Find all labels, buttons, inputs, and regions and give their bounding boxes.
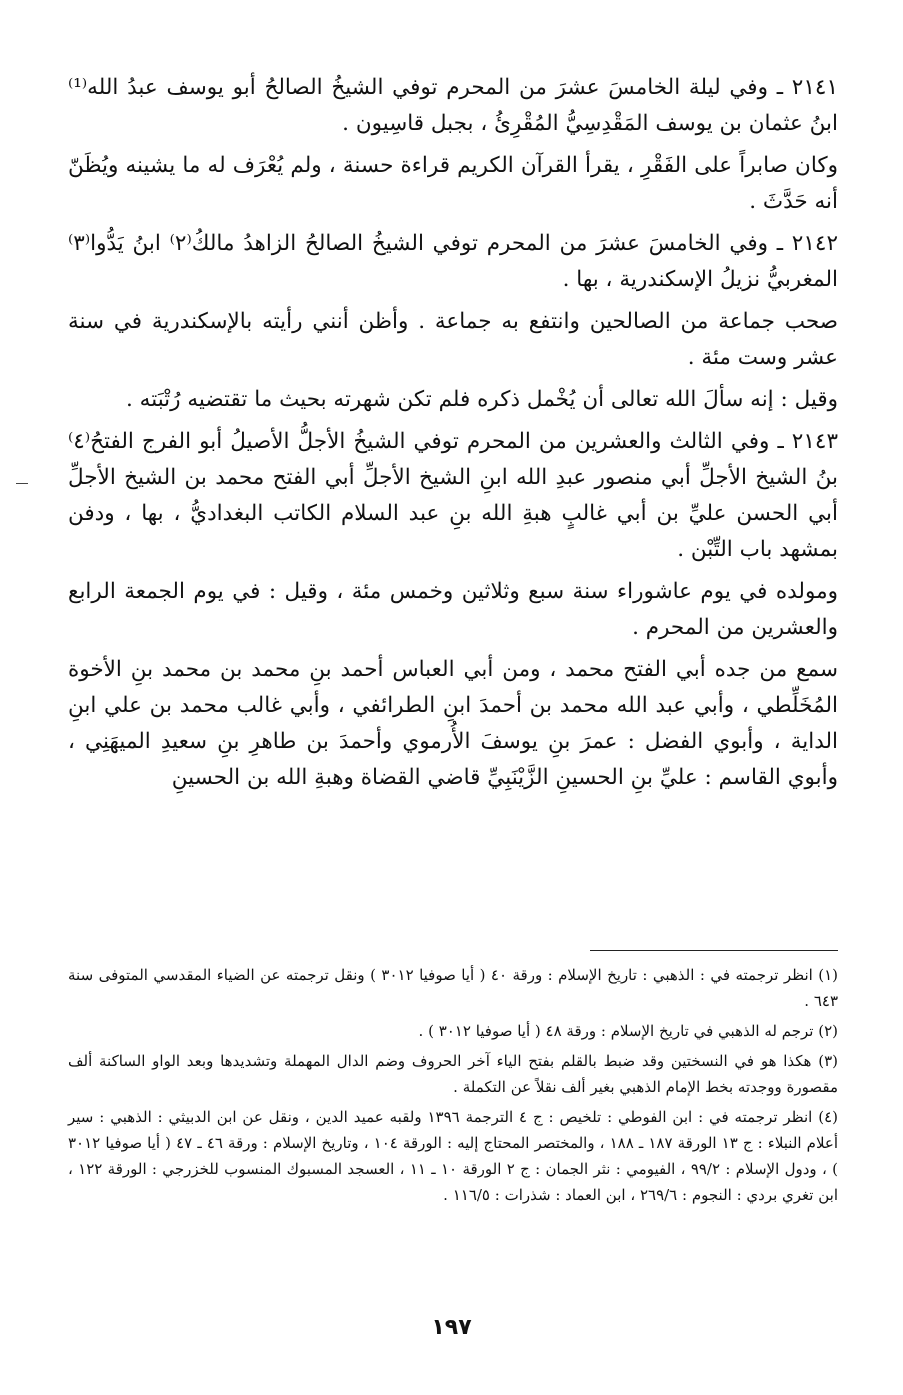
entry-2142-quote: وقيل : إنه سألَ الله تعالى أن يُخْمل ذكره فلم تكن شهرته بحيث ما تقتضيه رُتْبَته . (126, 387, 838, 412)
footnote-1: (١) انظر ترجمته في : الذهبي : تاريخ الإسلام : ورقة ٤٠ ( أيا صوفيا ٣٠١٢ ) ونقل ترجمته عن الضياء المقدسي المتوفى سنة ٦٤٣ . (68, 966, 838, 1010)
page-number: ١٩٧ (431, 1315, 472, 1340)
entry-2142-heading: ٢١٤٢ ـ وفي الخامسَ عشرَ من المحرم توفي الشيخُ الصالحُ الزاهدُ مالكُ⁽٢⁾ ابنُ يَدُّوا⁽٣⁾ المغربيُّ نزيلُ الإسكندرية ، بها . (68, 231, 838, 292)
entry-2143-teachers: سمع من جده أبي الفتح محمد ، ومن أبي العباس أحمد بنِ محمد بن محمد بنِ الأخوة المُخَلِّطي ، وأبي عبد الله محمد بن أحمدَ ابنِ الطرائفي ، وأبي غالب محمد بن علي ابنِ الداية ، وأبوي الفضل : عمرَ بنِ يوسفَ الأُرموي وأحمدَ بن طاهرِ بنِ سعيدِ الميهَنِي ، وأبوي القاسم : عليِّ بنِ الحسينِ الزَّيْنَبِيِّ قاضي القضاة وهبةِ الله بن الحسينِ (68, 657, 838, 790)
entry-2141 (68, 70, 838, 142)
footnotes (68, 962, 838, 1212)
entry-2141-body (68, 148, 838, 220)
footnote-divider (590, 950, 838, 951)
entry-2143 (68, 424, 838, 568)
entry-2143-body-1 (68, 574, 838, 646)
entry-2142-body-2 (68, 382, 838, 418)
entry-2141-heading: ٢١٤١ ـ وفي ليلة الخامسَ عشرَ من المحرم توفي الشيخُ الصالحُ أبو يوسف عبدُ الله⁽¹⁾ ابنُ عثمان بن يوسف المَقْدِسِيُّ المُقْرِئُ ، بجبل قاسِيون . (68, 75, 838, 136)
entry-2143-body-2 (68, 652, 838, 796)
footnote-4: (٤) انظر ترجمته في : ابن الفوطي : تلخيص : ج ٤ الترجمة ١٣٩٦ ولقبه عميد الدين ، ونقل عن ابن الدبيثي : الذهبي : سير أعلام النبلاء : ج ١٣ الورقة ١٨٧ ـ ١٨٨ ، والمختصر المحتاج إليه : الورقة ١٠٤ ، وتاريخ الإسلام : ورقة ٤٦ ـ ٤٧ ( أيا صوفيا ٣٠١٢ ) ، ودول الإسلام : ٩٩/٢ ، الفيومي : نثر الجمان : ج ٢ الورقة ١٠ ـ ١١ ، العسجد المسبوك المنسوب للخزرجي : الورقة ١٢٢ ، ابن تغري بردي : النجوم : ٢٦٩/٦ ، ابن العماد : شذرات : ١١٦/٥ . (68, 1108, 839, 1204)
footnote-2: (٢) ترجم له الذهبي في تاريخ الإسلام : ورقة ٤٨ ( أيا صوفيا ٣٠١٢ ) . (418, 1022, 838, 1040)
footnote-3: (٣) هكذا هو في النسختين وقد ضبط بالقلم بفتح الياء آخر الحروف وضم الدال المهملة وتشديدها وبعد الواو الساكنة ألف مقصورة ووجدته بخط الإمام الذهبي بغير ألف نقلاً عن التكملة . (68, 1052, 838, 1096)
main-text (68, 70, 838, 802)
margin-tick (16, 483, 28, 484)
entry-2143-birth: ومولده في يوم عاشوراء سنة سبع وثلاثين وخمس مئة ، وقيل : في يوم الجمعة الرابع والعشرين من المحرم . (68, 579, 838, 640)
entry-2143-heading: ٢١٤٣ ـ وفي الثالث والعشرين من المحرم توفي الشيخُ الأجلُّ الأصيلُ أبو الفرج الفتحُ⁽٤⁾ بنُ الشيخ الأجلِّ أبي منصور عبدِ الله ابنِ الشيخ الأجلِّ أبي الفتح محمد بن الشيخ الأجلِّ أبي الحسن عليِّ بن أبي غالبٍ هبةِ الله بنِ عبد السلام الكاتب البغداديُّ ، بها ، ودفن بمشهد باب التِّبْن . (68, 429, 838, 562)
entry-2142-body-1 (68, 304, 838, 376)
entry-2142 (68, 226, 838, 298)
entry-2141-description: وكان صابراً على الفَقْرِ ، يقرأ القرآن الكريم قراءة حسنة ، ولم يُعْرَف له ما يشينه ويُظَنّ أنه حَدَّثَ . (68, 153, 838, 214)
entry-2142-companions: صحب جماعة من الصالحين وانتفع به جماعة . وأظن أنني رأيته بالإسكندرية في سنة عشر وست مئة . (68, 309, 838, 370)
